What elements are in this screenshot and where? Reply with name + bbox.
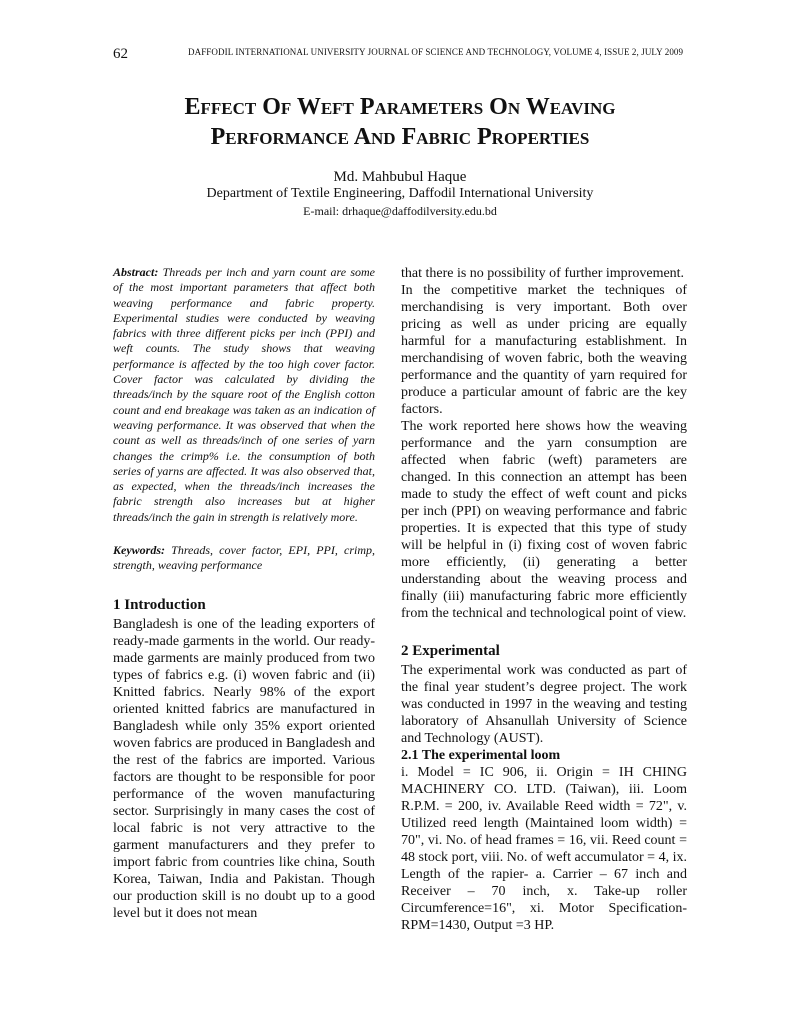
- running-header: DAFFODIL INTERNATIONAL UNIVERSITY JOURNAL OF SCIENCE AND TECHNOLOGY, VOLUME 4, ISSUE 2, JULY 2009: [188, 47, 684, 57]
- work-reported-paragraph: The work reported here shows how the weaving performance and the yarn consumption are affected when fabric (weft) parameters are changed. In this connection an attempt has been made to study the effect of weft count and picks per inch (PPI) on weaving performance and fabric properties. It is expected that this type of study will be helpful in (i) fixing cost of woven fabric more efficiently, (ii) generating a better understanding about the weaving process and finally (iii) manufacturing fabric more efficiently from the technical and technological point of view.: [401, 419, 687, 621]
- page-number: 62: [113, 46, 128, 62]
- author-email: E-mail: drhaque@daffodilversity.edu.bd: [303, 204, 497, 218]
- abstract: [113, 265, 375, 525]
- loom-subheading: 2.1 The experimental loom: [401, 748, 561, 763]
- keywords: [113, 543, 375, 574]
- introduction-heading: 1 Introduction: [113, 596, 206, 613]
- loom-specification-text: i. Model = IC 906, ii. Origin = IH CHING MACHINERY CO. LTD. (Taiwan), iii. Loom R.P.M. = 200, iv. Available Reed width = 72", v. Utilized reed length (Maintained loom width) = 70", vi. No. of head frames = 16, vii. Reed count = 48 stock port, viii. No. of weft accumulator = 4, ix. Length of the rapier- a. Carrier – 67 inch and Receiver – 70 inch, x. Take-up roller Circumference=16", xi. Motor Specification-RPM=1430, Output =3 HP.: [401, 765, 687, 933]
- merchandising-paragraph: In the competitive market the techniques of merchandising is very important. Both over pricing as well as under pricing are equally harmful for a manufacturing establishment. In merchandising of woven fabric, both the weaving performance and the quantity of yarn required for produce a particular amount of fabric are the key factors.: [401, 283, 687, 417]
- keywords-label: Keywords:: [113, 543, 165, 558]
- left-column: [113, 265, 375, 922]
- keywords-text: Threads, cover factor, EPI, PPI, crimp, strength, weaving performance: [113, 543, 376, 573]
- introduction-continuation: that there is no possibility of further improvement.: [401, 266, 685, 281]
- experimental-heading: 2 Experimental: [401, 643, 500, 659]
- title-line-1: Effect Of Weft Parameters On Weaving: [184, 94, 616, 120]
- experimental-text: The experimental work was conducted as part of the final year student’s degree project. The work was conducted in 1997 in the weaving and testing laboratory of Ahsanullah University of Science and Technology (AUST).: [401, 663, 687, 746]
- title-line-2: Performance And Fabric Properties: [210, 124, 590, 150]
- abstract-text: Threads per inch and yarn count are some of the most important parameters that affect both weaving performance and fabric property. Experimental studies were conducted by weaving fabrics with three different picks per inch (PPI) and weft counts. The study shows that weaving performance is affected by the too high cover factor. Cover factor was calculated by dividing the threads/inch by the square root of the English cotton count and end breakage was taken as an indication of weaving performance. It was observed that when the count as well as threads/inch of one series of yarn changes the crimp% i.e. the consumption of both series of yarns are affected. It was also observed that, as expected, when the threads/inch increases the fabric strength also increases but at higher threads/inch the gain in strength is relatively more.: [113, 265, 375, 524]
- author-affiliation: Department of Textile Engineering, Daffodil International University: [206, 186, 594, 201]
- right-column: [401, 265, 687, 934]
- introduction-text: Bangladesh is one of the leading exporters of ready-made garments in the world. Our ready-made garments are mainly produced from two types of fabrics e.g. (i) woven fabric and (ii) Knitted fabrics. Nearly 98% of the export oriented knitted fabrics are manufactured in Bangladesh while only 35% export oriented woven fabrics are produced in Bangladesh and the rest of the fabrics are imported. Various factors are thought to be responsible for poor performance of the woven manufacturing sector. Surprisingly in many cases the cost of local fabric is not very attractive to the garment manufacturers and they prefer to import fabric from countries like china, South Korea, Taiwan, India and Pakistan. Though our production skill is no doubt up to a good level but it does not mean: [113, 616, 376, 921]
- author-name: Md. Mahbubul Haque: [333, 169, 467, 185]
- paper-title: [100, 92, 700, 152]
- abstract-label: Abstract:: [113, 265, 159, 279]
